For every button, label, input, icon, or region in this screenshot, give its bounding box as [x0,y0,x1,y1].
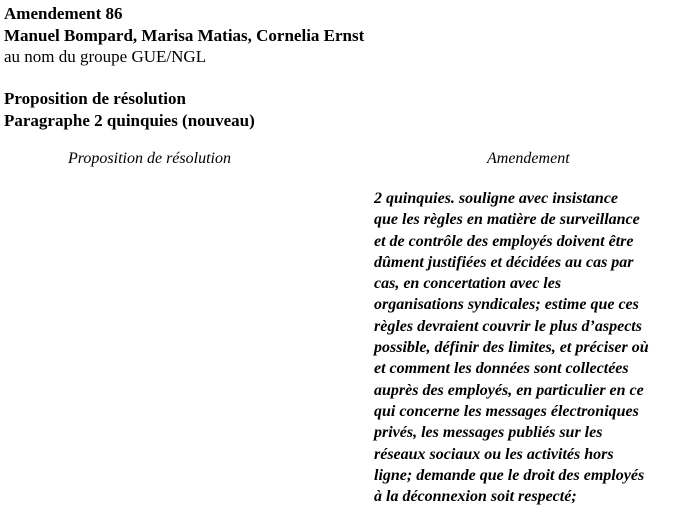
amendment-text [374,188,694,507]
document-type: Proposition de résolution [4,89,186,108]
amendment-text-line: règles devraient couvrir le plus d’aspects [374,317,642,335]
amendment-text-line: ligne; demande que le droit des employés [374,466,645,484]
amendment-text-line: que les règles en matière de surveillance [374,211,640,229]
amendment-text-line: auprès des employés, en particulier en ce [374,381,644,399]
amendment-authors: Manuel Bompard, Marisa Matias, Cornelia Ernst [4,26,365,45]
amendment-text-line: 2 quinquies. souligne avec insistance [374,190,619,207]
amendment-text-line: cas, en concertation avec les [374,275,562,293]
left-column-heading: Proposition de résolution [68,150,231,167]
amendment-text-line: et de contrôle des employés doivent être [374,232,634,250]
paragraph-reference: Paragraphe 2 quinquies (nouveau) [4,111,255,130]
amendment-text-line: à la déconnexion soit respecté; [374,488,577,506]
amendment-title: Amendement 86 [4,4,123,23]
political-group: au nom du groupe GUE/NGL [4,47,207,66]
amendment-text-line: dûment justifiées et décidées au cas par [374,253,634,271]
amendment-text-line: possible, définir des limites, et préciser où [374,339,649,357]
amendment-text-line: et comment les données sont collectées [374,360,629,378]
amendment-text-line: privés, les messages publiés sur les [374,424,603,442]
amendment-text-line: organisations syndicales; estime que ces [374,296,639,314]
right-column-heading: Amendement [487,150,570,167]
amendment-text-line: réseaux sociaux ou les activités hors [374,445,614,463]
amendment-text-line: qui concerne les messages électroniques [374,402,639,420]
